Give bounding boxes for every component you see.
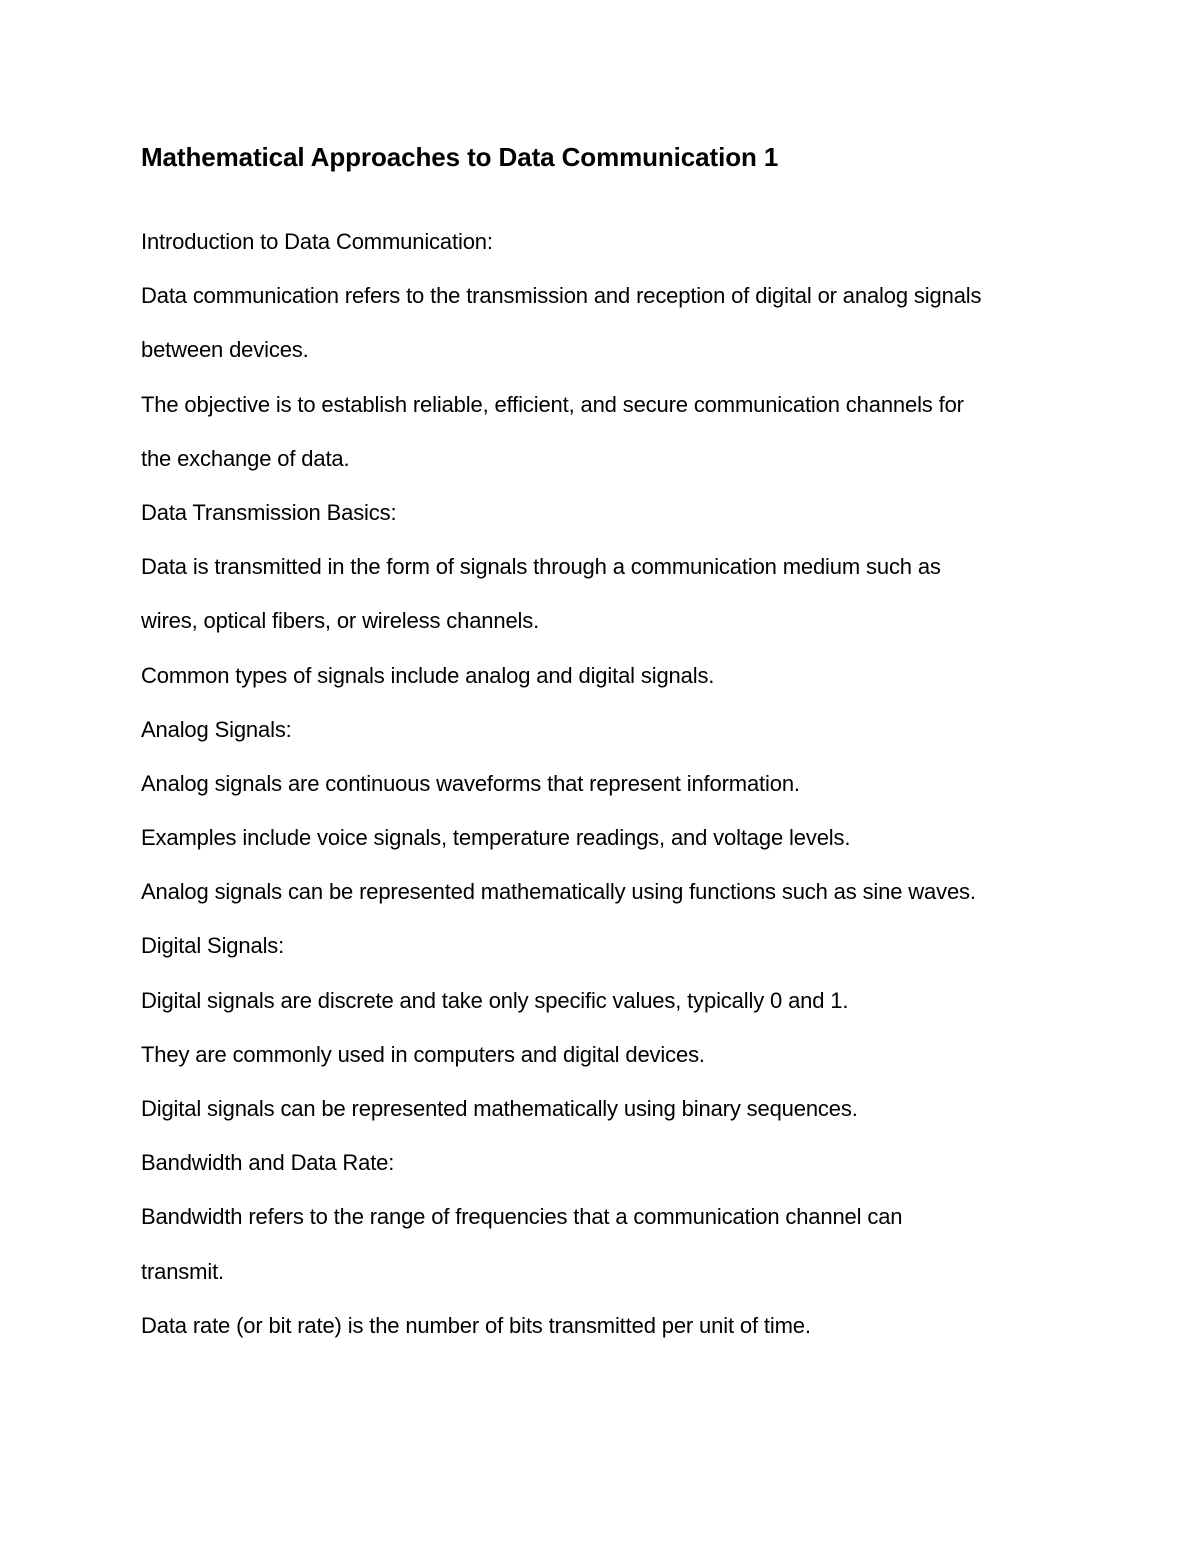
paragraph-line: transmit.: [141, 1258, 224, 1284]
paragraph-line: They are commonly used in computers and digital devices.: [141, 1041, 705, 1067]
section-heading: Bandwidth and Data Rate:: [141, 1150, 395, 1176]
document-body: [141, 227, 1081, 1365]
paragraph-line: Digital signals can be represented mathematically using binary sequences.: [141, 1096, 858, 1121]
paragraph-line: Data is transmitted in the form of signals through a communication medium such as: [141, 554, 941, 580]
section-heading: Analog Signals:: [141, 716, 292, 742]
section-heading: Digital Signals:: [141, 933, 285, 959]
paragraph-line: Bandwidth refers to the range of frequencies that a communication channel can: [141, 1204, 903, 1230]
paragraph-line: Examples include voice signals, temperature readings, and voltage levels.: [141, 825, 851, 851]
paragraph-line: Analog signals are continuous waveforms that represent information.: [141, 770, 800, 796]
paragraph-line: The objective is to establish reliable, efficient, and secure communication channels for: [141, 391, 964, 417]
document-title: Mathematical Approaches to Data Communication 1: [141, 142, 779, 172]
paragraph-line: the exchange of data.: [141, 445, 350, 471]
paragraph-line: Common types of signals include analog and digital signals.: [141, 662, 715, 688]
paragraph-line: Digital signals are discrete and take only specific values, typically 0 and 1.: [141, 987, 849, 1013]
paragraph-line: Analog signals can be represented mathematically using functions such as sine waves.: [141, 879, 976, 905]
paragraph-line: wires, optical fibers, or wireless channels.: [141, 608, 540, 634]
paragraph-line: Data rate (or bit rate) is the number of bits transmitted per unit of time.: [141, 1312, 811, 1338]
paragraph-line: between devices.: [141, 337, 309, 363]
paragraph-line: Data communication refers to the transmission and reception of digital or analog signals: [141, 283, 982, 309]
section-heading: Data Transmission Basics:: [141, 499, 397, 525]
section-heading: Introduction to Data Communication:: [141, 229, 493, 254]
